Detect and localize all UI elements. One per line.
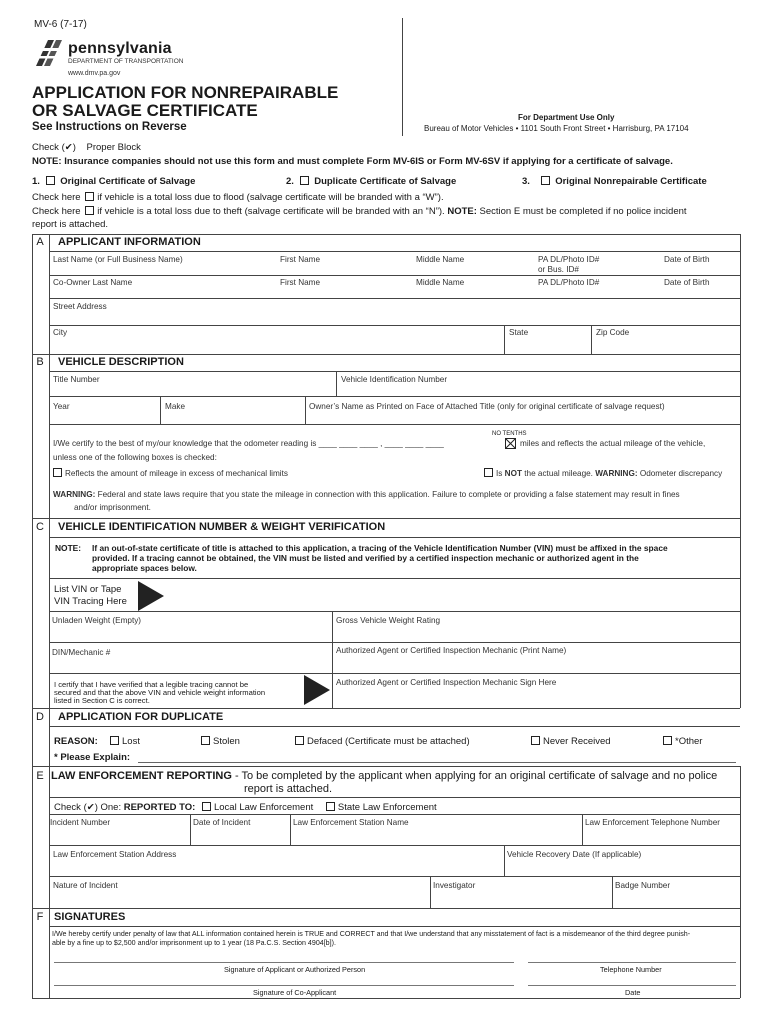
first-name-label: First Name <box>280 255 321 264</box>
not-actual-label: the actual mileage. <box>524 469 593 478</box>
section-a-title: APPLICANT INFORMATION <box>58 236 201 248</box>
federal-warning-text: Federal and state laws require that you state the mileage in connection with this application. Failure to complete or providing a false statement may result in fines <box>97 490 680 499</box>
not-actual-pre: Is <box>496 469 503 478</box>
section-e-header <box>51 770 737 782</box>
option-2-number: 2. <box>286 176 294 187</box>
section-a-letter: A <box>36 236 44 248</box>
section-e-title-rest: - To be completed by the applicant when applying for an original certificate of salvage and no police <box>231 770 718 782</box>
station-name-label: Law Enforcement Station Name <box>293 818 409 827</box>
vin-note-3: appropriate spaces below. <box>92 563 197 573</box>
investigator-label: Investigator <box>433 881 476 890</box>
agent-print-name-label: Authorized Agent or Certified Inspection Mechanic (Print Name) <box>336 646 567 655</box>
middle-name-label: Middle Name <box>416 255 465 264</box>
flood-checkbox[interactable] <box>85 192 94 201</box>
section-e-title-rest-2: report is attached. <box>244 783 333 795</box>
reason-other[interactable] <box>663 736 702 747</box>
theft-line <box>32 206 752 217</box>
theft-note-text: Section E must be completed if no police incident <box>479 206 687 217</box>
applicant-name-row[interactable] <box>49 251 740 275</box>
reported-to-label: REPORTED TO: <box>123 802 196 813</box>
odometer-statement-2: miles and reflects the actual mileage of the vehicle, <box>520 439 706 448</box>
certify-text-3: listed in Section C is correct. <box>54 696 150 705</box>
lost-label: Lost <box>122 736 140 747</box>
incident-number-field[interactable] <box>49 814 190 845</box>
date-field[interactable] <box>528 972 736 985</box>
department-name: DEPARTMENT OF TRANSPORTATION <box>68 58 184 65</box>
reason-lost[interactable] <box>110 736 140 747</box>
department-use-label: For Department Use Only <box>518 113 615 122</box>
odometer-statement-3: unless one of the following boxes is checked: <box>53 453 217 462</box>
dob-label: Date of Birth <box>664 255 710 264</box>
section-f-letter: F <box>36 911 44 923</box>
station-phone-label: Law Enforcement Telephone Number <box>585 818 721 827</box>
option-3-label: Original Nonrepairable Certificate <box>555 176 707 187</box>
other-checkbox[interactable] <box>663 736 672 745</box>
section-e-title: LAW ENFORCEMENT REPORTING <box>51 770 232 782</box>
federal-warning-label: WARNING: <box>53 490 96 499</box>
city-label: City <box>53 328 68 337</box>
local-law-checkbox[interactable] <box>202 802 211 811</box>
excess-mileage-label: Reflects the amount of mileage in excess of mechanical limits <box>65 469 288 478</box>
agent-sign-label: Authorized Agent or Certified Inspection Mechanic Sign Here <box>336 678 557 687</box>
last-name-label: Last Name (or Full Business Name) <box>53 255 183 264</box>
co-owner-row[interactable] <box>49 275 740 298</box>
not-actual-mileage-option[interactable] <box>484 468 722 478</box>
no-tenths-label: NO TENTHS <box>492 431 527 437</box>
badge-number-label: Badge Number <box>615 881 671 890</box>
option-1-number: 1. <box>32 176 40 187</box>
din-mechanic-label: DIN/Mechanic # <box>52 648 111 657</box>
check-label: Check (✔) <box>32 142 76 153</box>
make-label: Make <box>165 402 186 411</box>
bus-id-label: or Bus. ID# <box>538 265 579 274</box>
unladen-weight-field[interactable] <box>49 611 332 642</box>
duplicate-salvage-checkbox[interactable] <box>300 176 309 185</box>
vin-note-1: If an out-of-state certificate of title is attached to this application, a tracing of the Vehicle Identification Number (VIN) must be affixed in the space <box>92 543 668 553</box>
form-title-line2: OR SALVAGE CERTIFICATE <box>32 101 258 120</box>
incident-number-label: Incident Number <box>50 818 111 827</box>
flood-text: if vehicle is a total loss due to flood (salvage certificate will be branded with a “W”). <box>97 192 444 203</box>
zip-label: Zip Code <box>596 328 630 337</box>
not-actual-bold: NOT <box>504 469 522 478</box>
theft-note-label: NOTE: <box>447 206 477 217</box>
local-law-label: Local Law Enforcement <box>213 802 314 813</box>
please-explain-label: * Please Explain: <box>54 752 131 763</box>
reason-never-received[interactable] <box>531 736 611 747</box>
section-c-title: VEHICLE IDENTIFICATION NUMBER & WEIGHT VERIFICATION <box>58 521 386 533</box>
theft-text: if vehicle is a total loss due to theft (salvage certificate will be branded with an “N”). <box>97 206 445 217</box>
other-label: *Other <box>675 736 703 747</box>
bureau-address: Bureau of Motor Vehicles • 1101 South Front Street • Harrisburg, PA 17104 <box>424 124 689 133</box>
certify-text-2: secured and that the above VIN and vehicle weight information <box>54 688 266 697</box>
option-1-label: Original Certificate of Salvage <box>60 176 196 187</box>
federal-warning <box>53 490 737 499</box>
co-middle-name-label: Middle Name <box>416 278 465 287</box>
perjury-text-1: I/We hereby certify under penalty of law that ALL information contained herein is TRUE and CORRECT and that I/we understand that any misstatement of fact is a misdemeanor of the third degree punish- <box>52 930 691 938</box>
vin-note-2: provided. If a tracing cannot be obtained, the VIN must be listed and verified by a certified inspection mechanic or authorized agent in the <box>92 553 639 563</box>
section-c-letter: C <box>36 521 44 533</box>
nature-of-incident-field[interactable] <box>49 876 430 908</box>
vin-tracing-field[interactable] <box>168 578 740 611</box>
certify-text-1: I certify that I have verified that a legible tracing cannot be <box>54 680 249 689</box>
perjury-text-2: able by a fine up to $2,500 and/or imprisonment up to 1 year (18 Pa.C.S. Section 4904[b]). <box>52 939 336 947</box>
section-d-letter: D <box>36 711 44 723</box>
option-duplicate-salvage[interactable] <box>286 176 456 187</box>
check-instruction <box>32 142 141 153</box>
station-address-label: Law Enforcement Station Address <box>53 850 177 859</box>
vin-note-label: NOTE: <box>55 543 82 553</box>
lost-checkbox[interactable] <box>110 736 119 745</box>
insurance-note: NOTE: Insurance companies should not use this form and must complete Form MV-6IS or Form MV-6SV if applying for a certificate of salvage. <box>32 156 673 167</box>
date-line <box>528 985 736 986</box>
flood-line <box>32 192 444 203</box>
federal-warning-text-2: and/or imprisonment. <box>74 503 151 512</box>
reason-defaced[interactable] <box>295 736 470 747</box>
theft-note-text-2: report is attached. <box>32 219 109 230</box>
nature-of-incident-label: Nature of Incident <box>53 881 118 890</box>
year-label: Year <box>53 402 70 411</box>
header-divider <box>402 18 403 136</box>
co-dob-label: Date of Birth <box>664 278 710 287</box>
title-number-field[interactable] <box>49 371 336 396</box>
defaced-label: Defaced (Certificate must be attached) <box>307 736 470 747</box>
applicant-signature-label: Signature of Applicant or Authorized Person <box>224 965 366 974</box>
option-3-number: 3. <box>522 176 530 187</box>
stolen-label: Stolen <box>213 736 240 747</box>
street-address-field[interactable] <box>49 298 740 325</box>
vin-tracing-label: VIN Tracing Here <box>54 596 127 607</box>
city-field[interactable] <box>49 325 504 354</box>
section-f-title: SIGNATURES <box>54 911 126 923</box>
original-salvage-checkbox[interactable] <box>46 176 55 185</box>
date-label: Date <box>625 988 641 997</box>
reason-stolen[interactable] <box>201 736 240 747</box>
telephone-label: Telephone Number <box>600 965 662 974</box>
tenths-box-icon <box>505 438 516 449</box>
gvwr-label: Gross Vehicle Weight Rating <box>336 616 441 625</box>
street-address-label: Street Address <box>53 302 107 311</box>
recovery-date-label: Vehicle Recovery Date (If applicable) <box>507 850 642 859</box>
excess-mileage-checkbox[interactable] <box>53 468 62 477</box>
unladen-weight-label: Unladen Weight (Empty) <box>52 616 142 625</box>
vin-arrow-icon <box>138 581 164 611</box>
option-2-label: Duplicate Certificate of Salvage <box>314 176 457 187</box>
applicant-signature-line <box>54 962 514 963</box>
title-number-label: Title Number <box>53 375 100 384</box>
not-actual-mileage-checkbox[interactable] <box>484 468 493 477</box>
co-pa-dl-label: PA DL/Photo ID# <box>538 278 600 287</box>
flood-check-here: Check here <box>32 192 81 203</box>
pa-dl-label: PA DL/Photo ID# <box>538 255 600 264</box>
never-received-label: Never Received <box>543 736 611 747</box>
option-original-salvage[interactable] <box>32 176 195 187</box>
section-b-title: VEHICLE DESCRIPTION <box>58 356 184 368</box>
explain-field[interactable] <box>138 750 736 763</box>
defaced-checkbox[interactable] <box>295 736 304 745</box>
theft-checkbox[interactable] <box>85 206 94 215</box>
state-label: State <box>509 328 529 337</box>
odometer-warning-label: WARNING: <box>595 469 638 478</box>
form-title-line1: APPLICATION FOR NONREPAIRABLE <box>32 83 339 102</box>
never-received-checkbox[interactable] <box>531 736 540 745</box>
list-vin-label: List VIN or Tape <box>54 584 122 595</box>
station-address-field[interactable] <box>49 845 504 876</box>
section-b-letter: B <box>36 356 44 368</box>
form-number: MV-6 (7-17) <box>34 19 87 30</box>
telephone-line <box>528 962 736 963</box>
sign-arrow-icon <box>304 675 330 705</box>
odometer-statement: I/We certify to the best of my/our knowledge that the odometer reading is ____ ____ ____ , ____ ____ ____ <box>53 439 444 448</box>
state-law-checkbox[interactable] <box>326 802 335 811</box>
telephone-field[interactable] <box>528 948 736 962</box>
applicant-signature-field[interactable] <box>54 948 514 962</box>
option-nonrepairable[interactable] <box>522 176 707 187</box>
section-d-title: APPLICATION FOR DUPLICATE <box>58 711 224 723</box>
co-owner-last-label: Co-Owner Last Name <box>53 278 133 287</box>
nonrepairable-checkbox[interactable] <box>541 176 550 185</box>
website: www.dmv.pa.gov <box>68 70 121 77</box>
odometer-warning-text: Odometer discrepancy <box>639 469 723 478</box>
stolen-checkbox[interactable] <box>201 736 210 745</box>
form-subtitle: See Instructions on Reverse <box>32 121 187 133</box>
reason-label: REASON: <box>54 736 98 747</box>
co-applicant-signature-field[interactable] <box>54 972 514 985</box>
co-applicant-signature-label: Signature of Co-Applicant <box>253 988 337 997</box>
co-first-name-label: First Name <box>280 278 321 287</box>
brand-name: pennsylvania <box>68 40 172 57</box>
state-law-label: State Law Enforcement <box>337 802 437 813</box>
theft-check-here: Check here <box>32 206 81 217</box>
proper-block-label: Proper Block <box>86 142 141 153</box>
excess-mileage-option[interactable] <box>53 468 288 478</box>
penndot-logo-icon <box>34 38 64 68</box>
co-applicant-signature-line <box>54 985 514 986</box>
section-e-letter: E <box>36 770 44 782</box>
vin-label: Vehicle Identification Number <box>341 375 448 384</box>
check-one-label: Check (✔) One: <box>54 802 122 813</box>
odometer-field[interactable] <box>340 436 500 450</box>
date-of-incident-label: Date of Incident <box>193 818 251 827</box>
owner-name-label: Owner’s Name as Printed on Face of Attached Title (only for original certificate of salvage request) <box>309 402 665 411</box>
reported-to-line <box>54 802 437 813</box>
